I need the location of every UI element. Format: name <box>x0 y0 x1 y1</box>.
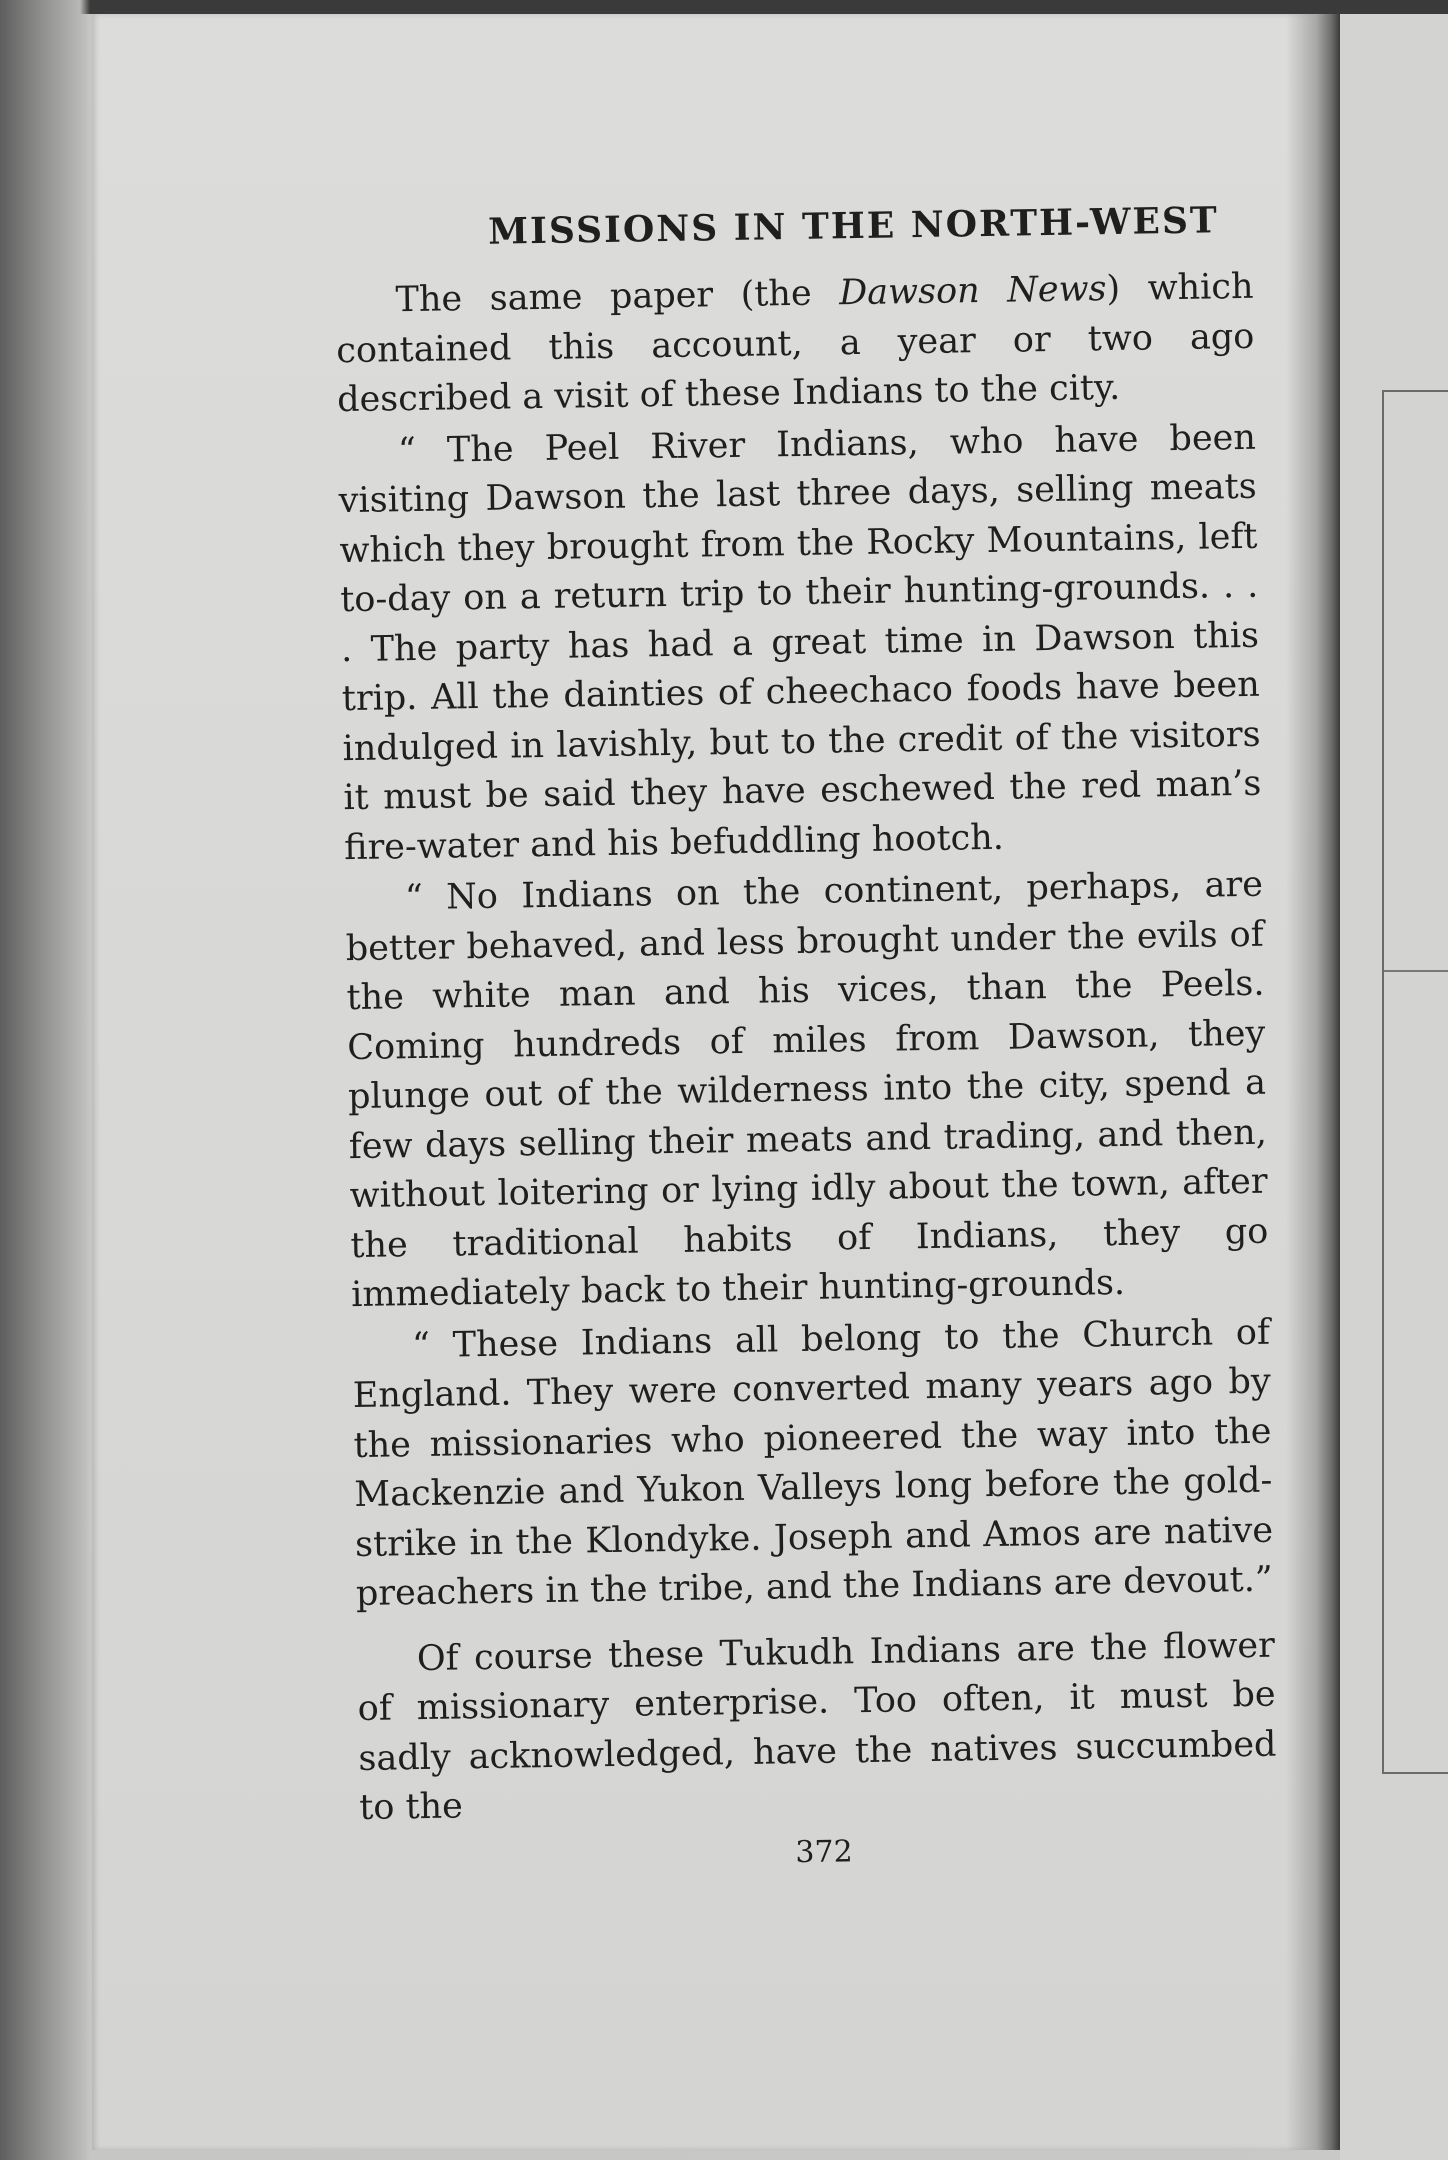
paragraph-2: “ The Peel River Indians, who have been visiting Dawson the last three days, selling meats which they brought from the Rocky Mountains, left to-day on a return trip to their hunting-grounds. . . . The party has had a great time in Dawson this trip. All the dainties of cheechaco foods have been indulged in lavishly, but to the credit of the visitors it must be said they have eschewed the red man’s fire-water and his befuddling hootch. <box>338 417 1262 868</box>
newspaper-title: Dawson News <box>838 269 1107 314</box>
paragraph-1-after: ) which contained this account, a year or two ago described a visit of these Indians to the city. <box>336 266 1255 421</box>
facing-page-frame <box>1382 390 1448 1774</box>
paragraph-1 <box>335 263 1255 426</box>
page-number: 372 <box>795 1833 853 1870</box>
scan-top-edge <box>0 0 1448 14</box>
paragraph-3: “ No Indians on the continent, perhaps, are better behaved, and less brought under the evils of the white man and his vices, than the Peels. Coming hundreds of miles from Dawson, they plunge out of the wilderness into the city, spend a few days selling their meats and trading, and then, without loitering or lying idly about the town, after the traditional habits of Indians, they go immediately back to their hunting-grounds. <box>345 864 1269 1316</box>
page-text-block <box>334 189 1278 1882</box>
running-head: MISSIONS IN THE NORTH-WEST <box>487 199 1220 253</box>
spine-shadow <box>0 0 90 2160</box>
paragraph-4: “ These Indians all belong to the Church of England. They were converted many years ago by the missionaries who pioneered the way into the Mackenzie and Yukon Valleys long before the gold-strike in the Klondyke. Joseph and Amos are native preachers in the tribe, and the Indians are devout.” <box>352 1312 1274 1615</box>
paragraph-5: Of course these Tukudh Indians are the flower of missionary enterprise. Too often, it must be sadly acknowledged, have the natives succumbed to the <box>357 1625 1277 1829</box>
page-gutter-shadow <box>1286 14 1340 2150</box>
facing-page-rule <box>1384 970 1448 972</box>
paragraph-1-before: The same paper (the <box>395 273 840 321</box>
